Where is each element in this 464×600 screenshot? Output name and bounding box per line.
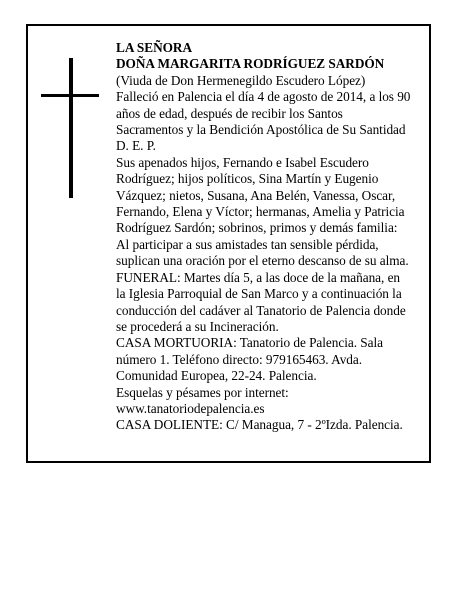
family-line-1: Sus apenados hijos, Fernando e Isabel Escudero <box>116 154 369 170</box>
request-line-1: Al participar a sus amistades tan sensible pérdida, <box>116 236 379 252</box>
cross-vertical-bar <box>69 58 73 198</box>
funeral-line-2: la Iglesia Parroquial de San Marco y a continuación la <box>116 286 402 302</box>
internet-url: www.tanatoriodepalencia.es <box>116 400 265 416</box>
grieving-house-line: CASA DOLIENTE: C/ Managua, 7 - 2ºIzda. Palencia. <box>116 417 403 433</box>
family-line-4: Fernando, Elena y Víctor; hermanas, Amelia y Patricia <box>116 204 405 220</box>
rip-line: D. E. P. <box>116 138 156 154</box>
family-line-2: Rodríguez; hijos políticos, Sina Martín y Eugenio <box>116 171 379 187</box>
title-line-1: LA SEÑORA <box>116 40 193 55</box>
funeral-line-3: conducción del cadáver al Tanatorio de Palencia donde <box>116 302 406 318</box>
funeral-line-4: se procederá a su Incineración. <box>116 318 279 334</box>
request-line-2: suplican una oración por el eterno descanso de su alma. <box>116 253 409 269</box>
mortuary-line-2: número 1. Teléfono directo: 979165463. Avda. <box>116 351 363 367</box>
death-line-2: años de edad, después de recibir los Santos <box>116 105 343 121</box>
obituary-text <box>116 40 422 434</box>
internet-line-1: Esquelas y pésames por internet: <box>116 384 289 400</box>
mortuary-line-1: CASA MORTUORIA: Tanatorio de Palencia. Sala <box>116 335 383 351</box>
death-line-1: Falleció en Palencia el día 4 de agosto de 2014, a los 90 <box>116 89 411 105</box>
obituary-frame <box>26 24 431 463</box>
mortuary-line-3: Comunidad Europea, 22-24. Palencia. <box>116 368 317 384</box>
cross-horizontal-bar <box>41 94 99 97</box>
widow-of-line: (Viuda de Don Hermenegildo Escudero López) <box>116 72 366 88</box>
title-line-2: DOÑA MARGARITA RODRÍGUEZ SARDÓN <box>116 56 385 72</box>
family-line-3: Vázquez; nietos, Susana, Ana Belén, Vanessa, Oscar, <box>116 187 396 203</box>
death-line-3: Sacramentos y la Bendición Apostólica de Su Santidad <box>116 122 406 138</box>
funeral-line-1: FUNERAL: Martes día 5, a las doce de la mañana, en <box>116 269 401 285</box>
family-line-5: Rodríguez Sardón; sobrinos, primos y demás familia: <box>116 220 398 236</box>
